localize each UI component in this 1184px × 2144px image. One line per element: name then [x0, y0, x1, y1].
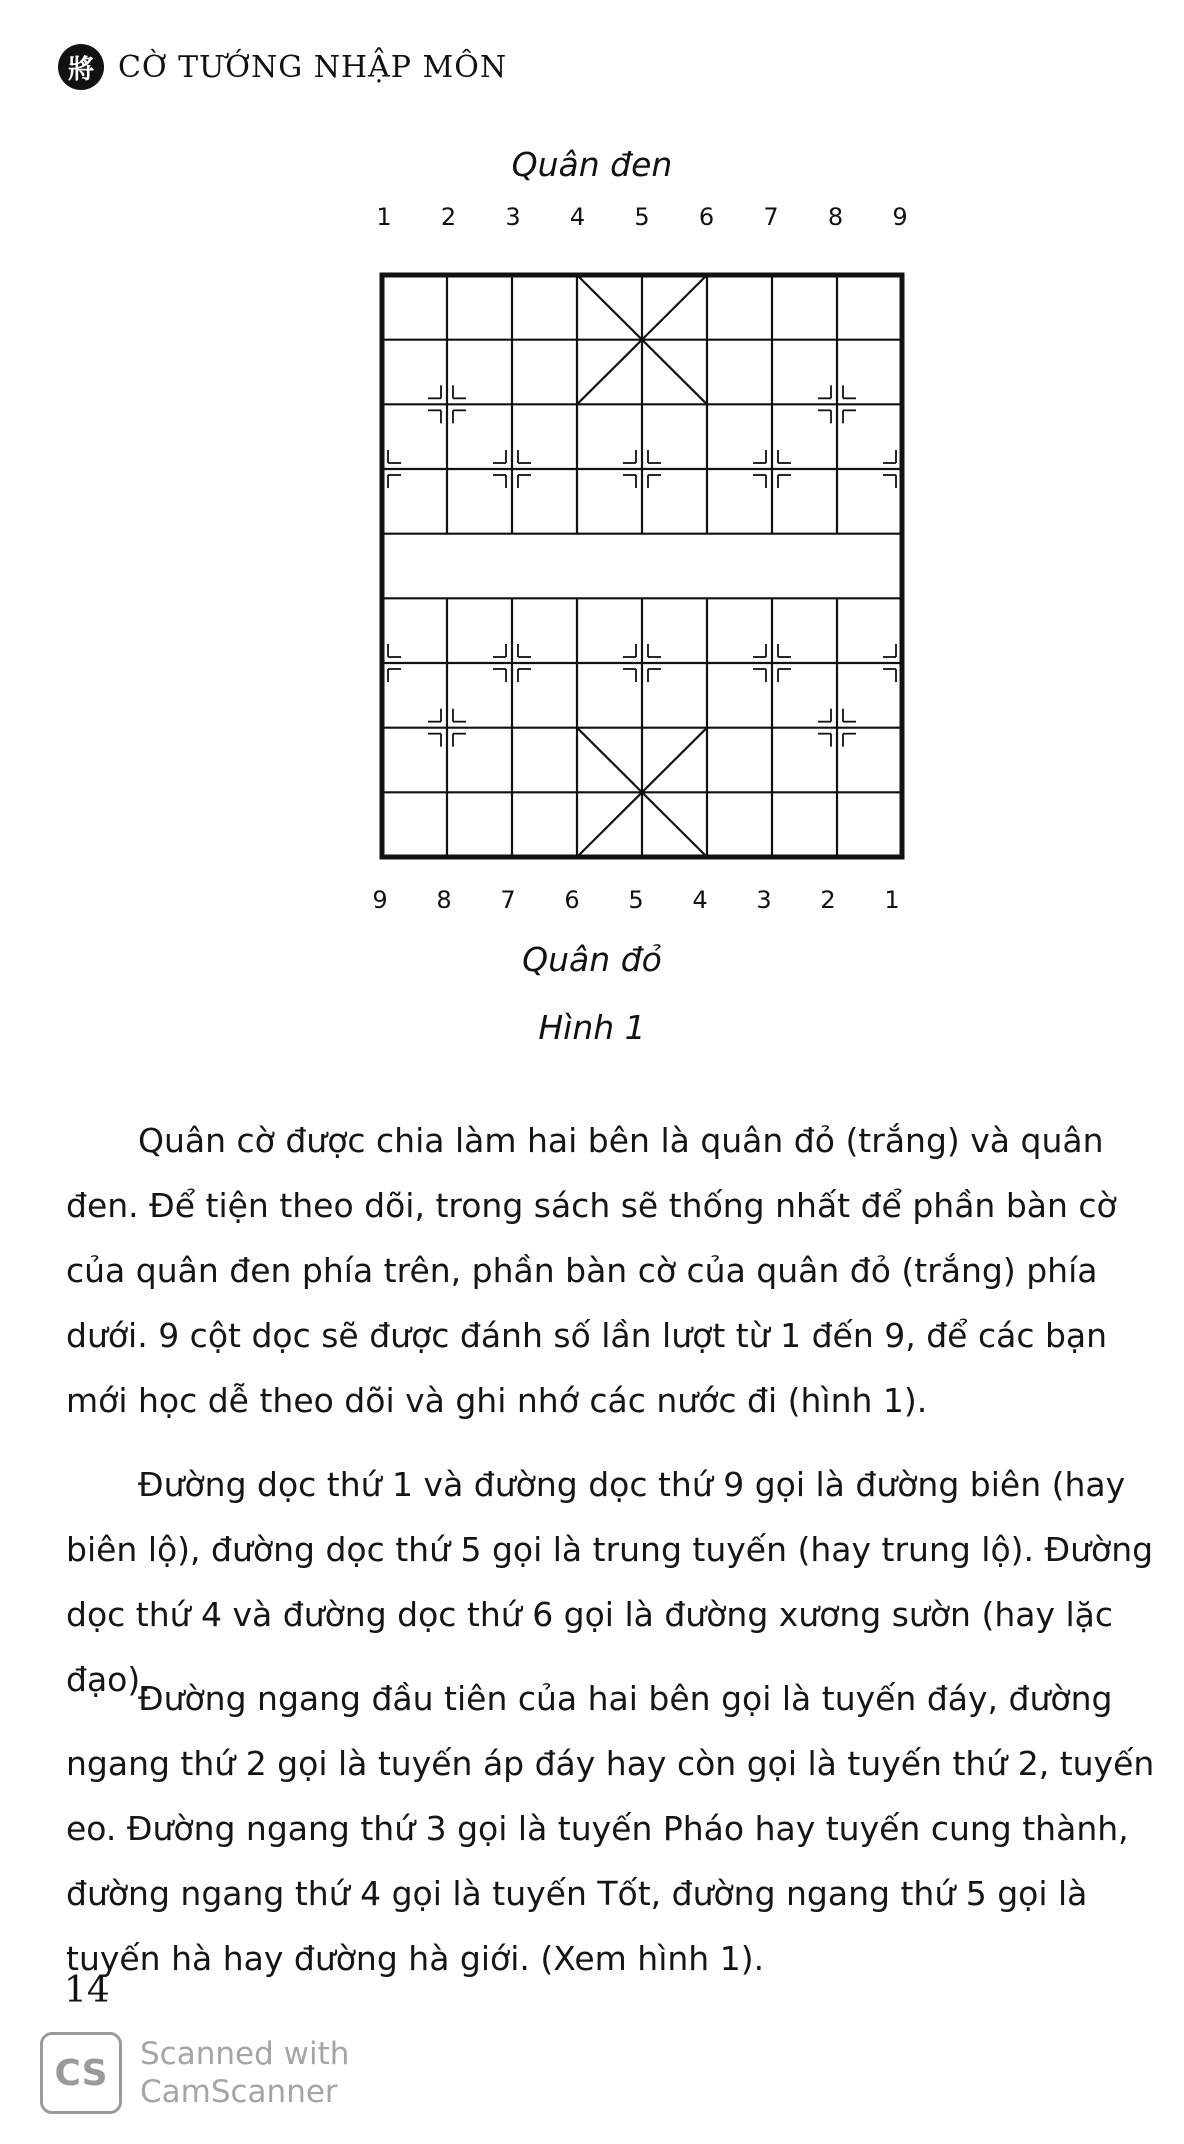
file-number: 5: [628, 886, 644, 914]
file-number: 1: [884, 886, 900, 914]
xiangqi-board-diagram: [360, 190, 920, 930]
file-number: 5: [634, 203, 650, 231]
file-number: 8: [827, 203, 844, 231]
bottom-file-numbers: [372, 886, 899, 914]
camscanner-watermark: [40, 2032, 349, 2114]
file-number: 6: [564, 886, 580, 914]
file-number: 2: [440, 203, 457, 231]
chess-general-logo-icon: 將: [58, 44, 104, 90]
file-number: 1: [376, 203, 392, 231]
file-number: 9: [372, 886, 388, 914]
file-number: 2: [820, 886, 836, 914]
stamp-line-1: Scanned with: [140, 2036, 350, 2072]
book-title: CỜ TƯỚNG NHẬP MÔN: [118, 49, 508, 85]
file-number: 8: [436, 886, 452, 914]
file-number: 7: [763, 203, 779, 231]
file-number: 9: [892, 203, 908, 231]
running-header: [58, 44, 507, 90]
top-file-numbers: [376, 203, 907, 231]
black-side-label: Quân đen: [511, 145, 673, 184]
page-number: 14: [64, 1970, 110, 2011]
paragraph-1: Quân cờ được chia làm hai bên là quân đỏ (trắng) và quân đen. Để tiện theo dõi, trong sách sẽ thống nhất để phần bàn cờ của quân đen phía trên, phần bàn cờ của quân đỏ (trắng) phía dưới. 9 cột dọc sẽ được đánh số lần lượt từ 1 đến 9, để các bạn mới học dễ theo dõi và ghi nhớ các nước đi (hình 1).: [66, 1121, 1117, 1420]
file-number: 6: [698, 203, 715, 231]
camscanner-text: [140, 2035, 349, 2111]
file-number: 3: [756, 886, 772, 914]
figure-caption: Hình 1: [538, 1008, 646, 1047]
paragraph-2: Đường dọc thứ 1 và đường dọc thứ 9 gọi là đường biên (hay biên lộ), đường dọc thứ 5 gọi là trung tuyến (hay trung lộ). Đường dọc thứ 4 và đường dọc thứ 6 gọi là đường xương sườn (hay lặc đạo).: [66, 1465, 1154, 1699]
board-grid: [382, 275, 902, 857]
stamp-line-2: CamScanner: [140, 2074, 338, 2110]
camscanner-logo-icon: CS: [40, 2032, 122, 2114]
paragraph-3: Đường ngang đầu tiên của hai bên gọi là tuyến đáy, đường ngang thứ 2 gọi là tuyến áp đáy hay còn gọi là tuyến thứ 2, tuyến eo. Đường ngang thứ 3 gọi là tuyến Pháo hay tuyến cung thành, đường ngang thứ 4 gọi là tuyến Tốt, đường ngang thứ 5 gọi là tuyến hà hay đường hà giới. (Xem hình 1).: [66, 1679, 1155, 1978]
file-number: 4: [569, 203, 586, 231]
file-number: 4: [692, 886, 708, 914]
file-number: 3: [505, 203, 521, 231]
file-number: 7: [500, 886, 516, 914]
red-side-label: Quân đỏ: [522, 940, 662, 979]
